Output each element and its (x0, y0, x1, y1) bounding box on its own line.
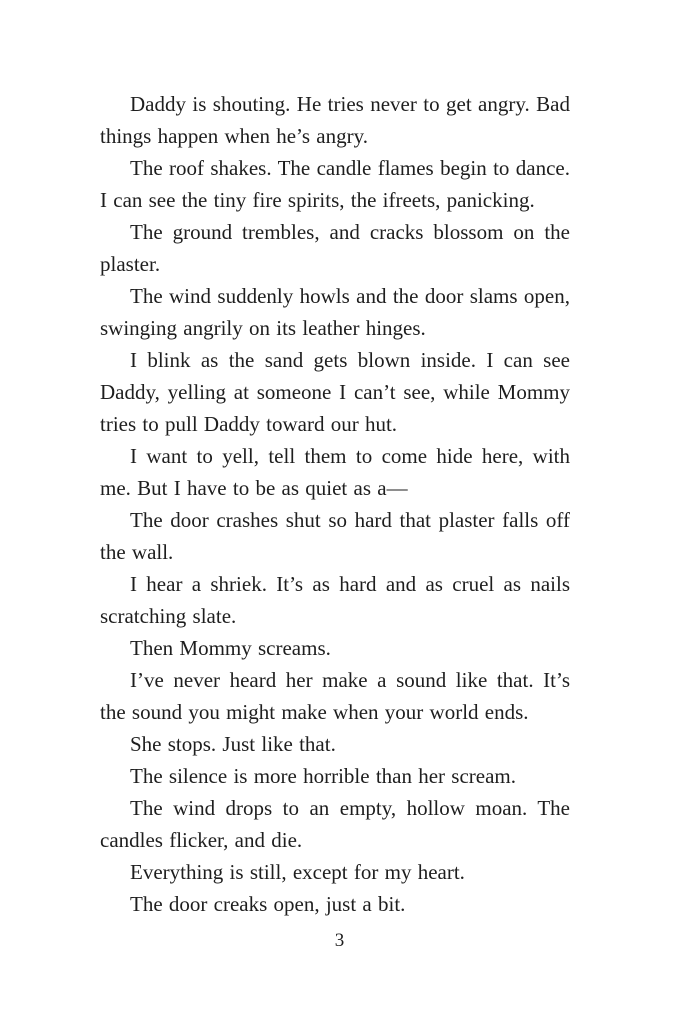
paragraph: The door creaks open, just a bit. (130, 892, 406, 916)
paragraph: Everything is still, except for my heart. (130, 860, 465, 884)
paragraph: I’ve never heard her make a sound like that. It’s the sound you might make when your world ends. (100, 668, 570, 724)
paragraph: I blink as the sand gets blown inside. I can see Daddy, yelling at someone I can’t see, while Mommy tries to pull Daddy toward our hut. (100, 348, 570, 436)
paragraph: Daddy is shouting. He tries never to get angry. Bad things happen when he’s angry. (100, 92, 570, 148)
paragraph: I hear a shriek. It’s as hard and as cruel as nails scratching slate. (100, 572, 570, 628)
paragraph: Then Mommy screams. (130, 636, 331, 660)
paragraph: She stops. Just like that. (130, 732, 336, 756)
paragraph: The ground trembles, and cracks blossom on the plaster. (100, 220, 570, 276)
paragraph: The wind drops to an empty, hollow moan. The candles flicker, and die. (100, 796, 570, 852)
paragraph: The wind suddenly howls and the door slams open, swinging angrily on its leather hinges. (100, 284, 570, 340)
page-number: 3 (334, 930, 345, 951)
paragraph: The door crashes shut so hard that plaster falls off the wall. (100, 508, 570, 564)
paragraph: The roof shakes. The candle flames begin to dance. I can see the tiny fire spirits, the ifreets, panicking. (100, 156, 570, 212)
paragraph: I want to yell, tell them to come hide here, with me. But I have to be as quiet as a— (100, 444, 570, 500)
body-text (100, 88, 570, 920)
paragraph: The silence is more horrible than her scream. (130, 764, 517, 788)
